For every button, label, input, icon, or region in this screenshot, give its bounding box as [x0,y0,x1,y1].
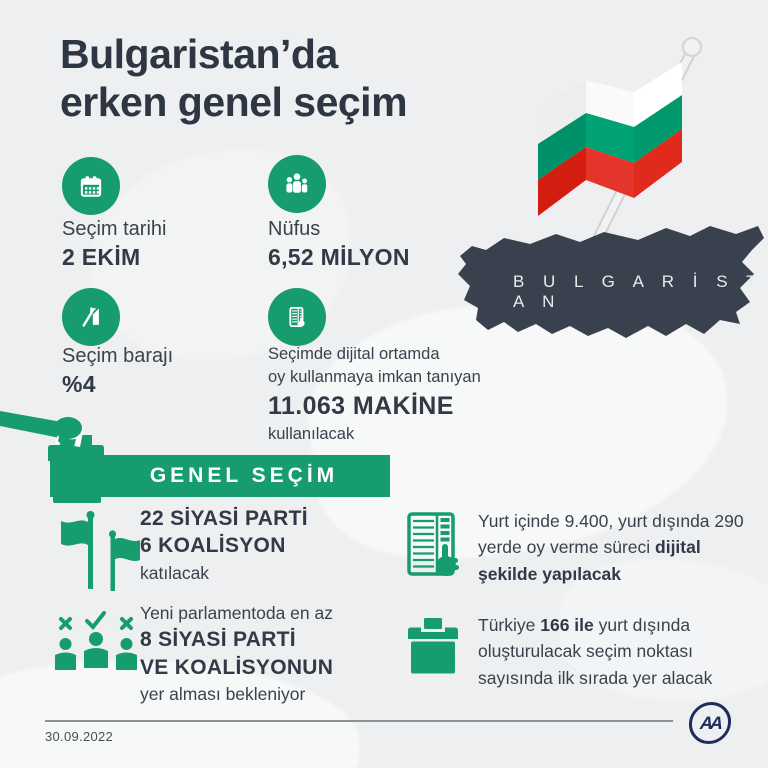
stat-threshold [62,345,173,398]
machines-suffix: kullanılacak [268,424,355,443]
footer-date: 30.09.2022 [45,729,114,744]
flags-icon [48,508,140,598]
stat-label: Nüfus [268,218,321,240]
turkey-bold: 166 ile [540,615,594,635]
ballot-box-icon [402,616,464,676]
stat-label: Seçim tarihi [62,218,167,240]
footer-divider [45,720,673,722]
parliament-parties-icon [50,606,142,688]
machines-value: 11.063 MAKİNE [268,391,454,420]
stat-value: %4 [62,371,96,397]
voting-machine-icon [268,288,326,346]
stat-machines [268,343,498,445]
title-line-1: Bulgaristan’da [60,31,338,77]
aa-logo-text: AA [699,712,721,733]
population-icon [268,155,326,213]
stat-label: Seçim barajı [62,345,174,367]
calendar-icon [62,157,120,215]
voter-list-icon [405,510,467,584]
banner-label: GENEL SEÇİM [149,464,339,487]
turkey-post: yurt dışında oluşturulacak seçim noktası sayısında ilk sırada yer alacak [478,615,713,688]
stat-election-date [62,218,166,271]
parliament-coalitions: VE KOALİSYONUN [140,655,334,679]
map-label: B U L G A R İ S T A N [513,272,764,311]
title-line-2: erken genel seçim [60,79,408,126]
threshold-icon [62,288,120,346]
machines-line-2: oy kullanmaya imkan tanıyan [268,367,481,386]
stat-value: 6,52 MİLYON [268,244,410,270]
turkey-pre: Türkiye [478,615,541,635]
participation-note: katılacak [140,562,210,583]
machines-line-1: Seçimde dijital ortamda [268,345,440,363]
anadolu-agency-logo [688,702,733,744]
parliament-note: yer alması bekleniyor [140,683,306,704]
page-title [60,30,407,127]
turkey-abroad-text [478,612,756,691]
stat-value: 2 EKİM [62,244,141,270]
voting-points-bold: dijital şekilde yapılacak [478,537,701,584]
ballot-casting-illustration [0,395,130,510]
parliament-intro: Yeni parlamentoda en az [140,603,333,623]
participation-block [140,505,308,586]
participation-coalitions: 6 KOALİSYON [140,534,286,558]
participation-parties: 22 SİYASİ PARTİ [140,507,308,530]
parliament-block [140,600,333,707]
voting-points-text [478,508,760,587]
parliament-parties: 8 SİYASİ PARTİ [140,628,296,652]
stat-population [268,218,410,271]
voting-points-normal: Yurt içinde 9.400, yurt dışında 290 yerde oy verme süreci [478,511,744,558]
